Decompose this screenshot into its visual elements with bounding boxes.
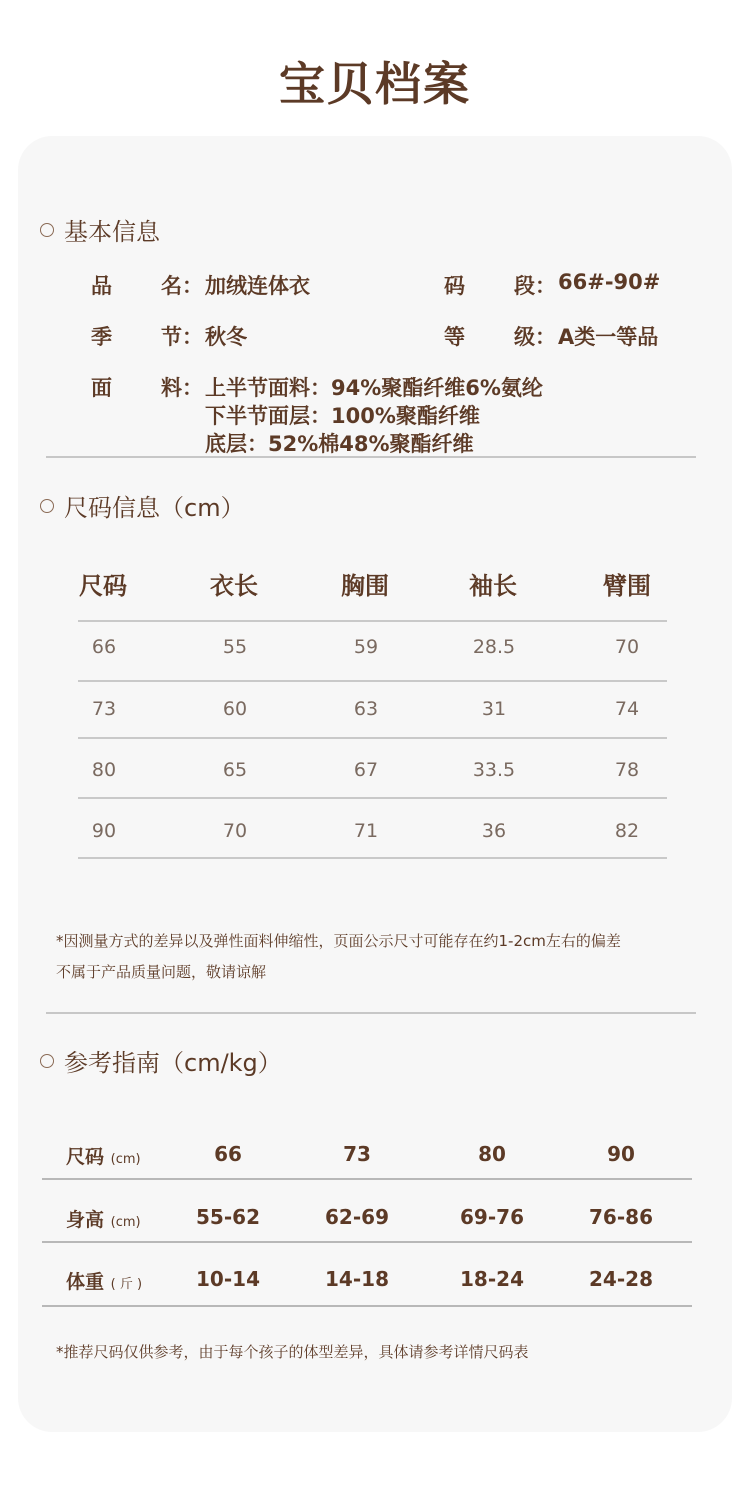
reference-label-text: 体重 [66,1271,105,1293]
table-cell: 28.5 [472,636,516,658]
grade-key-2: 级 [514,325,535,349]
reference-cell: 62-69 [325,1205,389,1229]
table-cell: 31 [481,698,507,720]
size-note [56,926,621,988]
reference-cell: 24-28 [589,1267,653,1291]
size-range-value: 66#-90# [558,270,661,294]
table-cell: 73 [91,698,117,720]
size-table-header: 尺码 [79,572,127,600]
season-value: 秋冬 [205,325,247,349]
reference-cell: 55-62 [196,1205,260,1229]
circle-bullet-icon [40,499,54,513]
table-cell: 59 [353,636,379,658]
table-cell: 82 [614,820,640,842]
reference-cell: 10-14 [196,1267,260,1291]
product-name-value: 加绒连体衣 [205,274,310,298]
reference-unit-text: (cm) [110,1152,141,1167]
grade-key-1: 等 [444,325,465,349]
section-divider [46,1012,696,1014]
fabric-key-1: 面 [91,376,112,400]
size-table-header: 胸围 [341,572,389,600]
table-row-divider [42,1241,692,1243]
basic-info-heading [40,212,160,247]
table-row-divider [78,857,667,859]
reference-cell: 14-18 [325,1267,389,1291]
size-table-header: 袖长 [469,572,517,600]
colon: ： [535,274,556,298]
table-row-divider [78,680,667,682]
page-title: 宝贝档案 [279,57,471,111]
table-cell: 71 [353,820,379,842]
reference-cell: 66 [214,1142,242,1166]
reference-heading-text: 参考指南（cm/kg） [64,1049,282,1077]
reference-row-label [66,1142,141,1169]
table-cell: 55 [222,636,248,658]
product-name-key-2: 名 [161,274,182,298]
table-cell: 70 [222,820,248,842]
table-row-divider [42,1178,692,1180]
size-table-header: 衣长 [210,572,258,600]
table-cell: 90 [91,820,117,842]
colon: ： [535,325,556,349]
table-cell: 78 [614,759,640,781]
table-row-divider [42,1305,692,1307]
reference-heading [40,1043,282,1078]
fabric-line: 底层：52%棉48%聚酯纤维 [205,432,474,456]
size-range-key-2: 段 [514,274,535,298]
reference-cell: 80 [478,1142,506,1166]
size-table-header: 臂围 [603,572,651,600]
table-cell: 66 [91,636,117,658]
colon: ： [182,325,203,349]
fabric-line: 下半节面层：100%聚酯纤维 [205,404,480,428]
size-note-line: 不属于产品质量问题，敬请谅解 [56,963,267,981]
reference-cell: 76-86 [589,1205,653,1229]
colon: ： [182,274,203,298]
reference-row-label [66,1267,142,1294]
size-info-heading [40,488,245,523]
fabric-line: 上半节面料：94%聚酯纤维6%氨纶 [205,376,543,400]
reference-row-label [66,1205,141,1232]
size-note-line: *因测量方式的差异以及弹性面料伸缩性，页面公示尺寸可能存在约1-2cm左右的偏差 [56,932,621,950]
table-cell: 80 [91,759,117,781]
fabric-key-2: 料 [161,376,182,400]
basic-info-heading-text: 基本信息 [64,218,160,246]
section-divider [46,456,696,458]
grade-value: A类一等品 [558,325,659,349]
table-row-divider [78,797,667,799]
reference-label-text: 身高 [66,1209,105,1231]
colon: ： [182,376,203,400]
table-cell: 70 [614,636,640,658]
reference-cell: 69-76 [460,1205,524,1229]
reference-label-text: 尺码 [66,1146,105,1168]
table-row-divider [78,620,667,622]
size-info-heading-text: 尺码信息（cm） [64,494,245,522]
circle-bullet-icon [40,1054,54,1068]
product-name-key-1: 品 [91,274,112,298]
reference-note: *推荐尺码仅供参考，由于每个孩子的体型差异，具体请参考详情尺码表 [56,1343,529,1361]
table-cell: 74 [614,698,640,720]
size-range-key-1: 码 [444,274,465,298]
table-cell: 65 [222,759,248,781]
table-cell: 63 [353,698,379,720]
table-cell: 33.5 [472,759,516,781]
reference-unit-text: ( 斤 ) [110,1277,143,1292]
reference-cell: 90 [607,1142,635,1166]
season-key-1: 季 [91,325,112,349]
reference-cell: 73 [343,1142,371,1166]
table-row-divider [78,737,667,739]
table-cell: 67 [353,759,379,781]
table-cell: 60 [222,698,248,720]
circle-bullet-icon [40,223,54,237]
season-key-2: 节 [161,325,182,349]
reference-cell: 18-24 [460,1267,524,1291]
table-cell: 36 [481,820,507,842]
reference-unit-text: (cm) [110,1215,141,1230]
